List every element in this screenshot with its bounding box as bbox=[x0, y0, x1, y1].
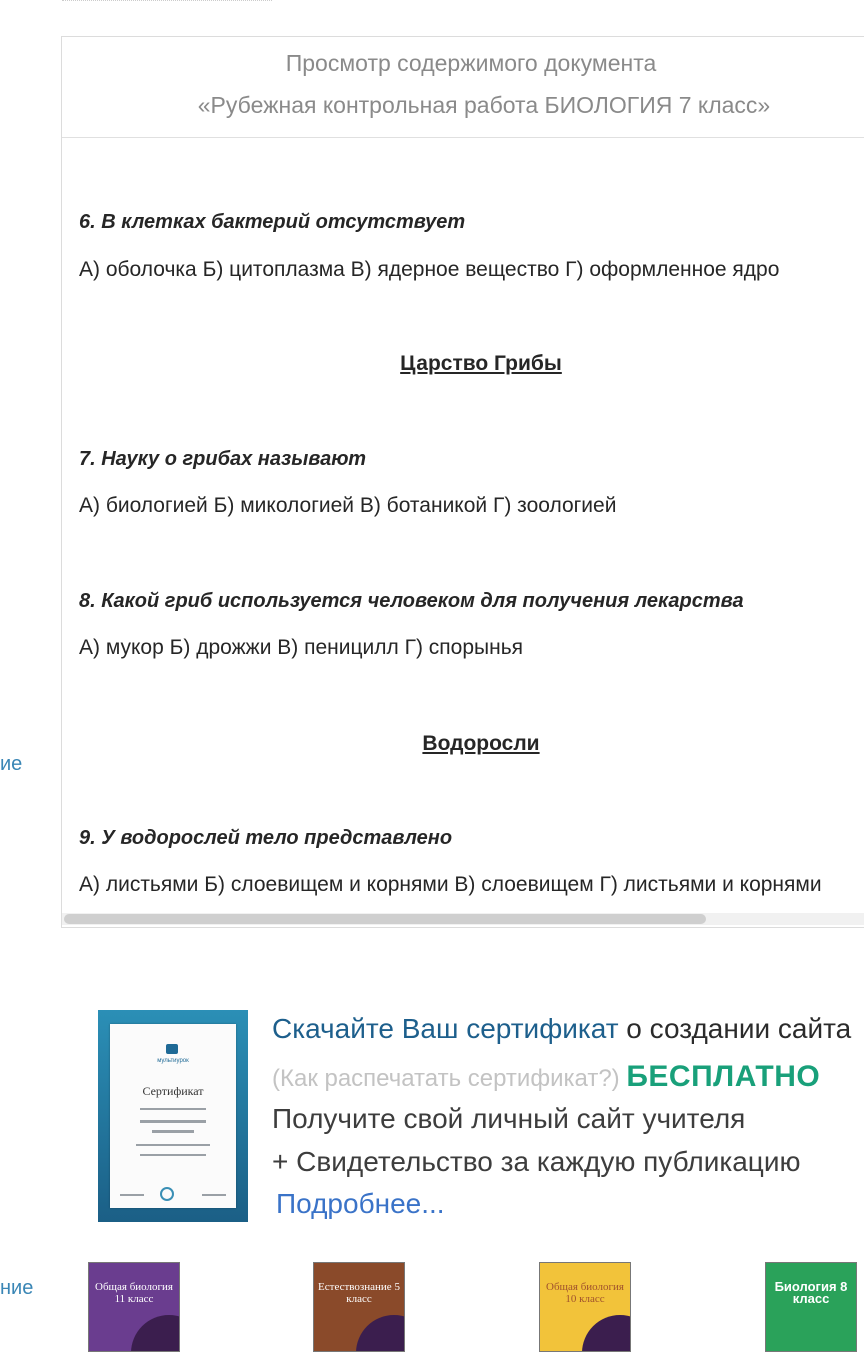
course-cover-3[interactable] bbox=[539, 1262, 631, 1352]
course-cover-title: Общая биология 10 класс bbox=[546, 1281, 624, 1305]
certificate-image[interactable] bbox=[98, 1010, 248, 1222]
decorative-line bbox=[152, 1130, 194, 1133]
decorative-line bbox=[140, 1154, 206, 1156]
course-cover-2[interactable] bbox=[313, 1262, 405, 1352]
question-7: 7. Науку о грибах называют bbox=[79, 448, 367, 470]
disc-icon bbox=[356, 1315, 405, 1352]
how-to-print-link[interactable]: (Как распечатать сертификат?) bbox=[272, 1065, 620, 1092]
question-6: 6. В клетках бактерий отсутствует bbox=[79, 211, 466, 233]
question-8: 8. Какой гриб используется человеком для получения лекарства bbox=[79, 590, 744, 612]
top-divider bbox=[62, 0, 272, 3]
answer-8: А) мукор Б) дрожжи В) пеницилл Г) спорынья bbox=[79, 636, 524, 659]
horizontal-scrollbar[interactable] bbox=[62, 913, 864, 925]
course-cover-4[interactable] bbox=[765, 1262, 857, 1352]
certificate-paper bbox=[110, 1024, 236, 1208]
promo-publication-certificate: + Свидетельство за каждую публикацию bbox=[272, 1146, 801, 1177]
document-title: «Рубежная контрольная работа БИОЛОГИЯ 7 класс» bbox=[197, 92, 771, 118]
certificate-brand: мультиурок bbox=[157, 1058, 189, 1064]
decorative-line bbox=[140, 1108, 206, 1110]
promo-personal-site: Получите свой личный сайт учителя bbox=[272, 1103, 746, 1134]
document-preview-header bbox=[62, 37, 864, 138]
certificate-line-rest: о создании сайта bbox=[618, 1013, 852, 1044]
scrollbar-thumb[interactable] bbox=[64, 914, 706, 924]
preview-caption: Просмотр содержимого документа bbox=[285, 50, 657, 76]
course-cover-title: Естествознание 5 класс bbox=[318, 1281, 400, 1305]
disc-icon bbox=[131, 1315, 180, 1352]
section-heading-algae: Водоросли bbox=[422, 732, 540, 755]
certificate-download-line bbox=[272, 1013, 851, 1045]
free-label: БЕСПЛАТНО bbox=[626, 1060, 821, 1093]
seal-icon bbox=[160, 1187, 174, 1201]
question-9: 9. У водорослей тело представлено bbox=[79, 827, 453, 849]
certificate-print-line bbox=[272, 1060, 820, 1094]
decorative-line bbox=[136, 1144, 210, 1146]
disc-icon bbox=[582, 1315, 631, 1352]
course-cover-1[interactable] bbox=[88, 1262, 180, 1352]
brand-logo-icon bbox=[166, 1044, 178, 1054]
document-preview bbox=[61, 36, 864, 928]
decorative-line bbox=[120, 1194, 144, 1196]
sidebar-link-1[interactable]: ие bbox=[0, 753, 23, 775]
section-heading-fungi: Царство Грибы bbox=[400, 352, 562, 375]
decorative-line bbox=[202, 1194, 226, 1196]
course-cover-title: Общая биология 11 класс bbox=[95, 1281, 173, 1305]
decorative-line bbox=[140, 1120, 206, 1123]
download-certificate-link[interactable]: Скачайте Ваш сертификат bbox=[272, 1013, 619, 1044]
certificate-card-title: Сертификат bbox=[142, 1084, 204, 1098]
course-cover-title: Биология 8 класс bbox=[774, 1279, 848, 1306]
answer-7: А) биологией Б) микологией В) ботаникой Г) зоологией bbox=[79, 494, 617, 517]
sidebar-link-2[interactable]: ние bbox=[0, 1277, 34, 1299]
more-details-link[interactable]: Подробнее... bbox=[276, 1188, 445, 1219]
answer-6: А) оболочка Б) цитоплазма В) ядерное вещество Г) оформленное ядро bbox=[79, 258, 780, 281]
answer-9: А) листьями Б) слоевищем и корнями В) слоевищем Г) листьями и корнями bbox=[79, 873, 822, 896]
